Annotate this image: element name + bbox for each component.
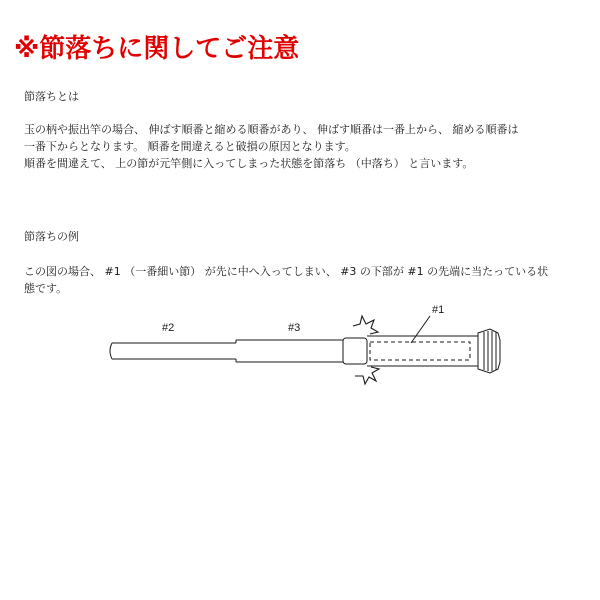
label-section-2: #2 [162, 322, 175, 334]
example-line-2: 態です。 [24, 282, 68, 295]
rod-butt-section [367, 336, 478, 366]
section-heading-example: 節落ちの例 [24, 230, 79, 243]
page-title: ※節落ちに関してご注意 [14, 34, 300, 64]
end-cap [478, 329, 500, 373]
section-heading-definition: 節落ちとは [24, 90, 79, 103]
label-section-3: #3 [288, 322, 301, 334]
definition-line-2: 一番下からとなります。 順番を間違えると破損の原因となります。 [24, 140, 356, 153]
rod-section-1-hidden [370, 342, 470, 360]
rod-section-3-end [343, 338, 367, 364]
rod-section-3 [236, 340, 343, 362]
rod-section-2 [110, 343, 236, 359]
definition-line-3: 順番を間違えて、 上の節が元竿側に入ってしまった状態を節落ち （中落ち） と言います。 [24, 157, 474, 170]
label-section-1: #1 [432, 304, 445, 316]
leader-line-1 [411, 316, 430, 343]
impact-burst-bottom-icon [355, 367, 379, 384]
definition-line-1: 玉の柄や振出竿の場合、 伸ばす順番と縮める順番があり、 伸ばす順番は一番上から、 縮める順番は [24, 123, 519, 136]
example-line-1: この図の場合、 #1 （一番細い節） が先に中へ入ってしまい、 #3 の下部が #1 の先端に当たっている状 [24, 265, 549, 278]
impact-burst-top-icon [353, 316, 378, 334]
